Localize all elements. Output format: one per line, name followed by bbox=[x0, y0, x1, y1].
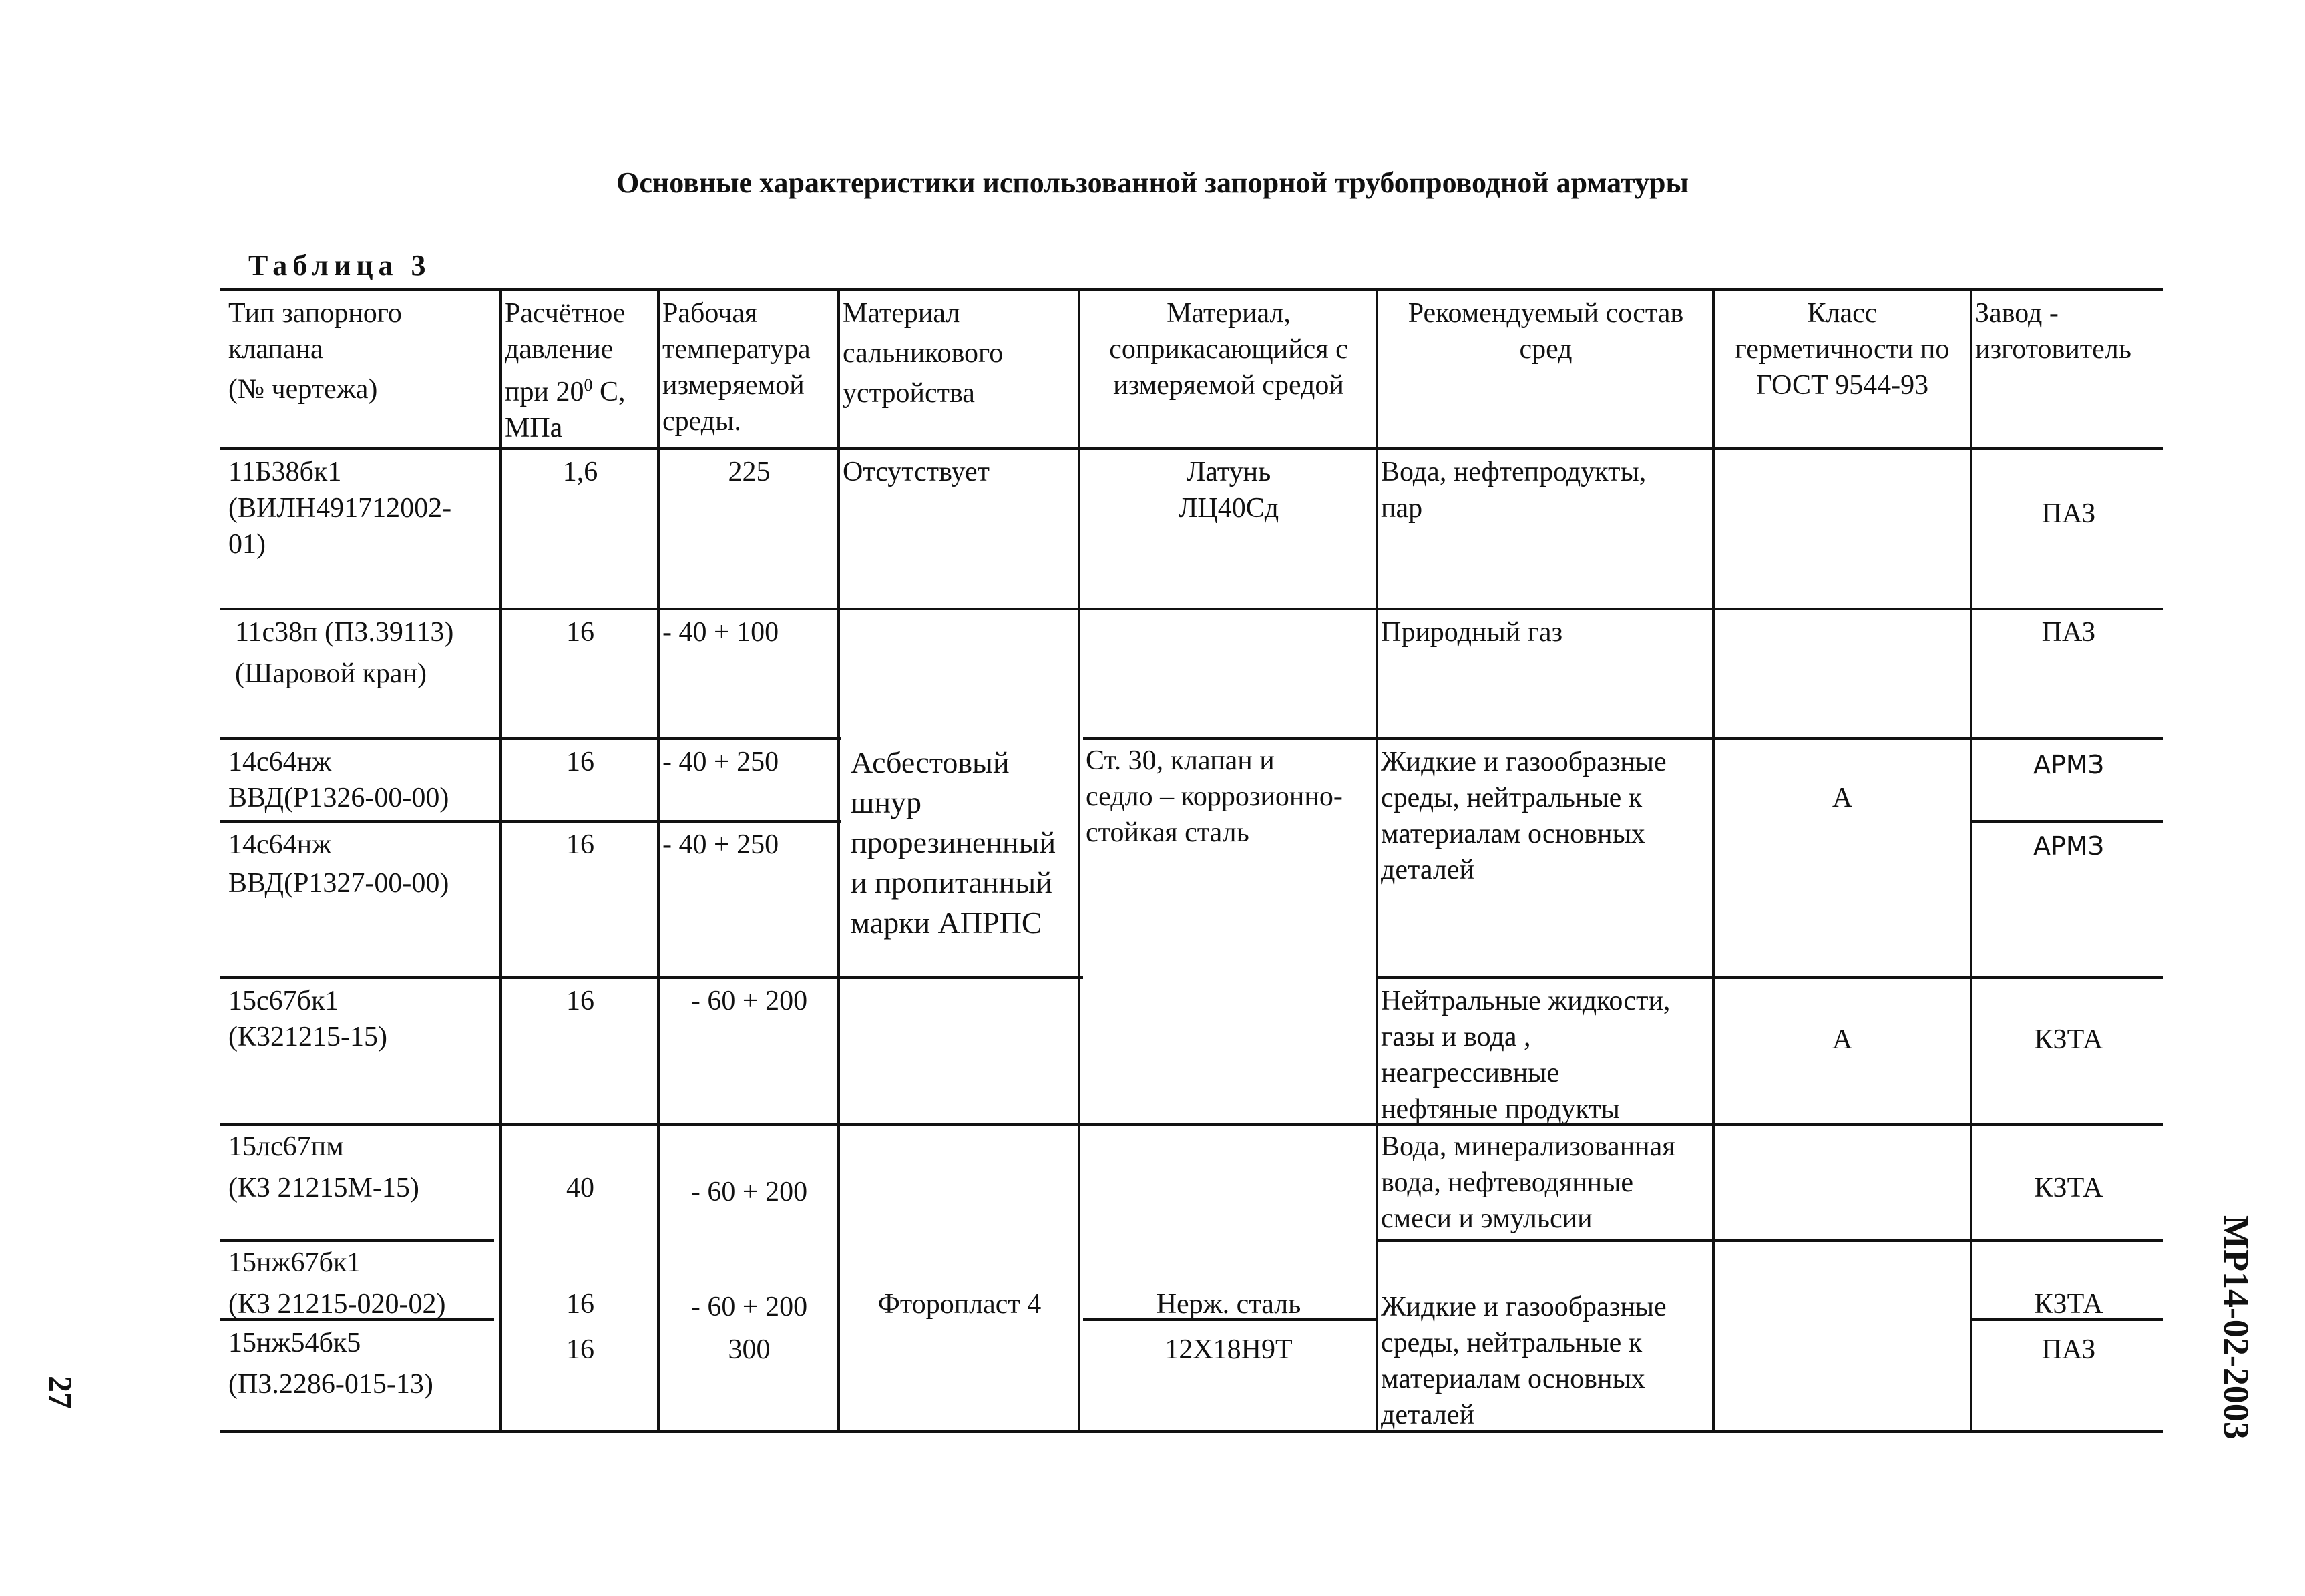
row3-type-line: ВВД(Р1326-00-00) bbox=[228, 783, 449, 813]
row1-type-line: (ВИЛН491712002- bbox=[228, 493, 452, 524]
table-rule bbox=[220, 447, 2163, 450]
row4-type-line: 14с64нж bbox=[228, 829, 332, 860]
row3-temperature: - 40 + 250 bbox=[662, 747, 779, 777]
header-contact-line: измеряемой средой bbox=[1113, 370, 1344, 401]
header-gland-line: устройства bbox=[843, 378, 975, 409]
contact-steel-line: Ст. 30, клапан и bbox=[1086, 745, 1275, 776]
contact-steel-line: седло – коррозионно- bbox=[1086, 781, 1343, 812]
row6-temperature: - 60 + 200 bbox=[690, 1177, 808, 1207]
row3-type-line: 14с64нж bbox=[228, 747, 332, 777]
row5-media-line: газы и вода , bbox=[1381, 1022, 1531, 1052]
header-media bbox=[1381, 295, 1711, 367]
row6-media-line: Вода, минерализованная bbox=[1381, 1131, 1675, 1162]
row6-type-line: 15лс67пм bbox=[228, 1131, 344, 1162]
header-type-line: клапана bbox=[228, 334, 323, 365]
header-tightness-line: герметичности по bbox=[1735, 334, 1950, 365]
table-rule bbox=[220, 1123, 2163, 1126]
row6-media-line: вода, нефтеводянные bbox=[1381, 1167, 1634, 1198]
row4-manufacturer: АРМЗ bbox=[2033, 831, 2105, 861]
page-title: Основные характеристики использованной запорной трубопроводной арматуры bbox=[616, 166, 1689, 199]
gland-asbestos-line: прорезиненный bbox=[851, 825, 1056, 859]
row5-media-line: нефтяные продукты bbox=[1381, 1094, 1620, 1125]
row3-pressure: 16 bbox=[566, 747, 594, 777]
row7-type bbox=[228, 1245, 495, 1322]
media-line: Жидкие и газообразные bbox=[1381, 747, 1667, 777]
header-contact-line: соприкасающийся с bbox=[1109, 334, 1348, 365]
header-manufacturer-line: Завод - bbox=[1975, 298, 2059, 329]
row2-type-line: 11с38п (ПЗ.39113) bbox=[235, 617, 454, 648]
table-rule bbox=[220, 976, 1083, 979]
table-rule bbox=[220, 288, 2163, 291]
row1-type-line: 01) bbox=[228, 529, 266, 560]
header-tightness bbox=[1716, 295, 1968, 403]
media-line: деталей bbox=[1381, 855, 1474, 885]
row8-pressure: 16 bbox=[566, 1334, 594, 1365]
row7-type-line: (КЗ 21215-020-02) bbox=[228, 1289, 446, 1320]
row6-media-line: смеси и эмульсии bbox=[1381, 1203, 1593, 1234]
table-rule bbox=[1376, 288, 1378, 1430]
header-pressure-degree: 0 bbox=[584, 375, 593, 395]
row5-type-line: 15с67бк1 bbox=[228, 986, 339, 1016]
row1-type bbox=[228, 454, 495, 562]
row2-manufacturer: ПАЗ bbox=[2041, 617, 2096, 648]
row5-temperature: - 60 + 200 bbox=[690, 986, 808, 1016]
header-pressure-line: давление bbox=[505, 334, 614, 365]
table-rule bbox=[220, 737, 841, 740]
table-rule bbox=[1078, 288, 1080, 1430]
media-line: деталей bbox=[1381, 1400, 1474, 1430]
media-line: Жидкие и газообразные bbox=[1381, 1291, 1667, 1322]
row4-type-line: ВВД(Р1327-00-00) bbox=[228, 868, 449, 899]
row1-manufacturer: ПАЗ bbox=[2041, 498, 2096, 529]
row2-pressure: 16 bbox=[566, 617, 594, 648]
gland-asbestos-line: марки АПРПС bbox=[851, 906, 1042, 940]
media-liquid-gas-2 bbox=[1381, 1289, 1711, 1433]
header-tightness-line: Класс bbox=[1807, 298, 1878, 329]
header-pressure-line: МПа bbox=[505, 413, 563, 443]
row1-media-line: Вода, нефтепродукты, bbox=[1381, 457, 1647, 487]
header-gland-line: Материал bbox=[843, 298, 960, 329]
row8-contact: 12Х18Н9Т bbox=[1165, 1334, 1293, 1365]
header-contact-material bbox=[1083, 295, 1374, 403]
row1-type-line: 11Б38бк1 bbox=[228, 457, 342, 487]
media-line: среды, нейтральные к bbox=[1381, 1328, 1643, 1358]
row7-gland: Фторопласт 4 bbox=[877, 1289, 1042, 1320]
row5-type-line: (К321215-15) bbox=[228, 1022, 387, 1052]
header-type-line: Тип запорного bbox=[228, 298, 402, 329]
table-rule bbox=[1712, 288, 1715, 1430]
gland-asbestos-line: Асбестовый bbox=[851, 745, 1010, 779]
header-temperature-line: среды. bbox=[662, 406, 741, 437]
characteristics-table bbox=[220, 288, 2163, 1437]
row8-manufacturer: ПАЗ bbox=[2041, 1334, 2096, 1365]
table-rule bbox=[1083, 737, 2163, 740]
table-rule bbox=[499, 288, 502, 1430]
table-rule bbox=[220, 1239, 494, 1242]
table-rule bbox=[220, 820, 841, 823]
row5-pressure: 16 bbox=[566, 986, 594, 1016]
row5-type bbox=[228, 983, 495, 1055]
row6-media bbox=[1381, 1129, 1711, 1237]
row4-temperature: - 40 + 250 bbox=[662, 829, 779, 860]
row6-type-line: (КЗ 21215М-15) bbox=[228, 1173, 419, 1203]
row2-media: Природный газ bbox=[1381, 617, 1563, 648]
media-liquid-gas-1 bbox=[1381, 744, 1711, 888]
row5-media-line: неагрессивные bbox=[1381, 1058, 1560, 1088]
row1-media bbox=[1381, 454, 1711, 526]
header-temperature-line: измеряемой bbox=[662, 370, 805, 401]
header-temperature-line: Рабочая bbox=[662, 298, 758, 329]
row8-type-line: (ПЗ.2286-015-13) bbox=[228, 1369, 433, 1400]
gland-asbestos-line: шнур bbox=[851, 785, 922, 819]
row2-temperature: - 40 + 100 bbox=[662, 617, 779, 648]
media-line: среды, нейтральные к bbox=[1381, 783, 1643, 813]
header-gland-line: сальникового bbox=[843, 338, 1004, 369]
row1-temperature: 225 bbox=[728, 457, 771, 487]
table-rule bbox=[220, 1430, 2163, 1433]
header-gland-material bbox=[843, 295, 1076, 411]
row1-contact-line: Латунь bbox=[1186, 457, 1271, 487]
header-tightness-line: ГОСТ 9544-93 bbox=[1755, 370, 1929, 401]
header-manufacturer-line: изготовитель bbox=[1975, 334, 2131, 365]
row1-gland: Отсутствует bbox=[843, 457, 990, 487]
header-contact-line: Материал, bbox=[1167, 298, 1291, 329]
row1-contact-line: ЛЦ40Сд bbox=[1178, 493, 1279, 524]
row8-temperature: 300 bbox=[728, 1334, 771, 1365]
row1-pressure: 1,6 bbox=[562, 457, 598, 487]
media-line: материалам основных bbox=[1381, 1364, 1645, 1394]
table-rule bbox=[1376, 976, 2163, 979]
header-media-line: Рекомендуемый состав bbox=[1408, 298, 1684, 329]
contact-steel bbox=[1086, 743, 1376, 851]
header-type-line: (№ чертежа) bbox=[228, 374, 378, 405]
row7-contact: Нерж. сталь bbox=[1156, 1289, 1301, 1320]
contact-steel-line: стойкая сталь bbox=[1086, 817, 1249, 848]
row1-contact bbox=[1083, 454, 1374, 526]
table-rule bbox=[1970, 288, 1972, 1430]
header-media-line: сред bbox=[1519, 334, 1573, 365]
row5-media-line: Нейтральные жидкости, bbox=[1381, 986, 1671, 1016]
table-rule bbox=[220, 608, 2163, 610]
header-manufacturer bbox=[1975, 295, 2162, 367]
row7-pressure: 16 bbox=[566, 1289, 594, 1320]
row2-type bbox=[235, 614, 502, 692]
row8-type bbox=[228, 1325, 495, 1402]
gland-asbestos-line: и пропитанный bbox=[851, 865, 1052, 900]
header-type bbox=[228, 295, 495, 407]
header-temperature bbox=[662, 295, 836, 439]
row8-type-line: 15нж54бк5 bbox=[228, 1328, 361, 1358]
document-code: МР14-02-2003 bbox=[2216, 1215, 2256, 1440]
row4-type bbox=[228, 827, 495, 902]
row5-tightness: А bbox=[1832, 1024, 1853, 1055]
row6-type bbox=[228, 1129, 495, 1206]
row6-pressure: 40 bbox=[566, 1173, 594, 1203]
header-pressure-text: при 20 bbox=[505, 377, 584, 407]
table-label: Таблица 3 bbox=[248, 249, 431, 282]
tightness-a-1: А bbox=[1832, 783, 1853, 813]
row7-temperature: - 60 + 200 bbox=[690, 1291, 808, 1322]
row5-manufacturer: КЗТА bbox=[2034, 1024, 2103, 1055]
header-pressure-line bbox=[505, 367, 656, 410]
row7-manufacturer: КЗТА bbox=[2034, 1289, 2103, 1320]
table-rule bbox=[657, 288, 660, 1430]
gland-asbestos bbox=[851, 743, 1078, 943]
table-rule bbox=[1376, 1239, 2163, 1242]
row2-type-line: (Шаровой кран) bbox=[235, 658, 427, 689]
row6-manufacturer: КЗТА bbox=[2034, 1173, 2103, 1203]
header-pressure bbox=[505, 295, 656, 446]
row5-media bbox=[1381, 983, 1711, 1127]
row3-type bbox=[228, 744, 495, 816]
page-number: 27 bbox=[42, 1376, 79, 1409]
row3-manufacturer: АРМЗ bbox=[2033, 750, 2105, 779]
media-line: материалам основных bbox=[1381, 819, 1645, 849]
row7-type-line: 15нж67бк1 bbox=[228, 1247, 361, 1278]
row4-pressure: 16 bbox=[566, 829, 594, 860]
table-rule bbox=[1970, 820, 2163, 823]
header-pressure-unit: С, bbox=[592, 377, 626, 407]
header-temperature-line: температура bbox=[662, 334, 811, 365]
header-pressure-line: Расчётное bbox=[505, 298, 626, 329]
row1-media-line: пар bbox=[1381, 493, 1423, 524]
table-rule bbox=[837, 288, 840, 1430]
